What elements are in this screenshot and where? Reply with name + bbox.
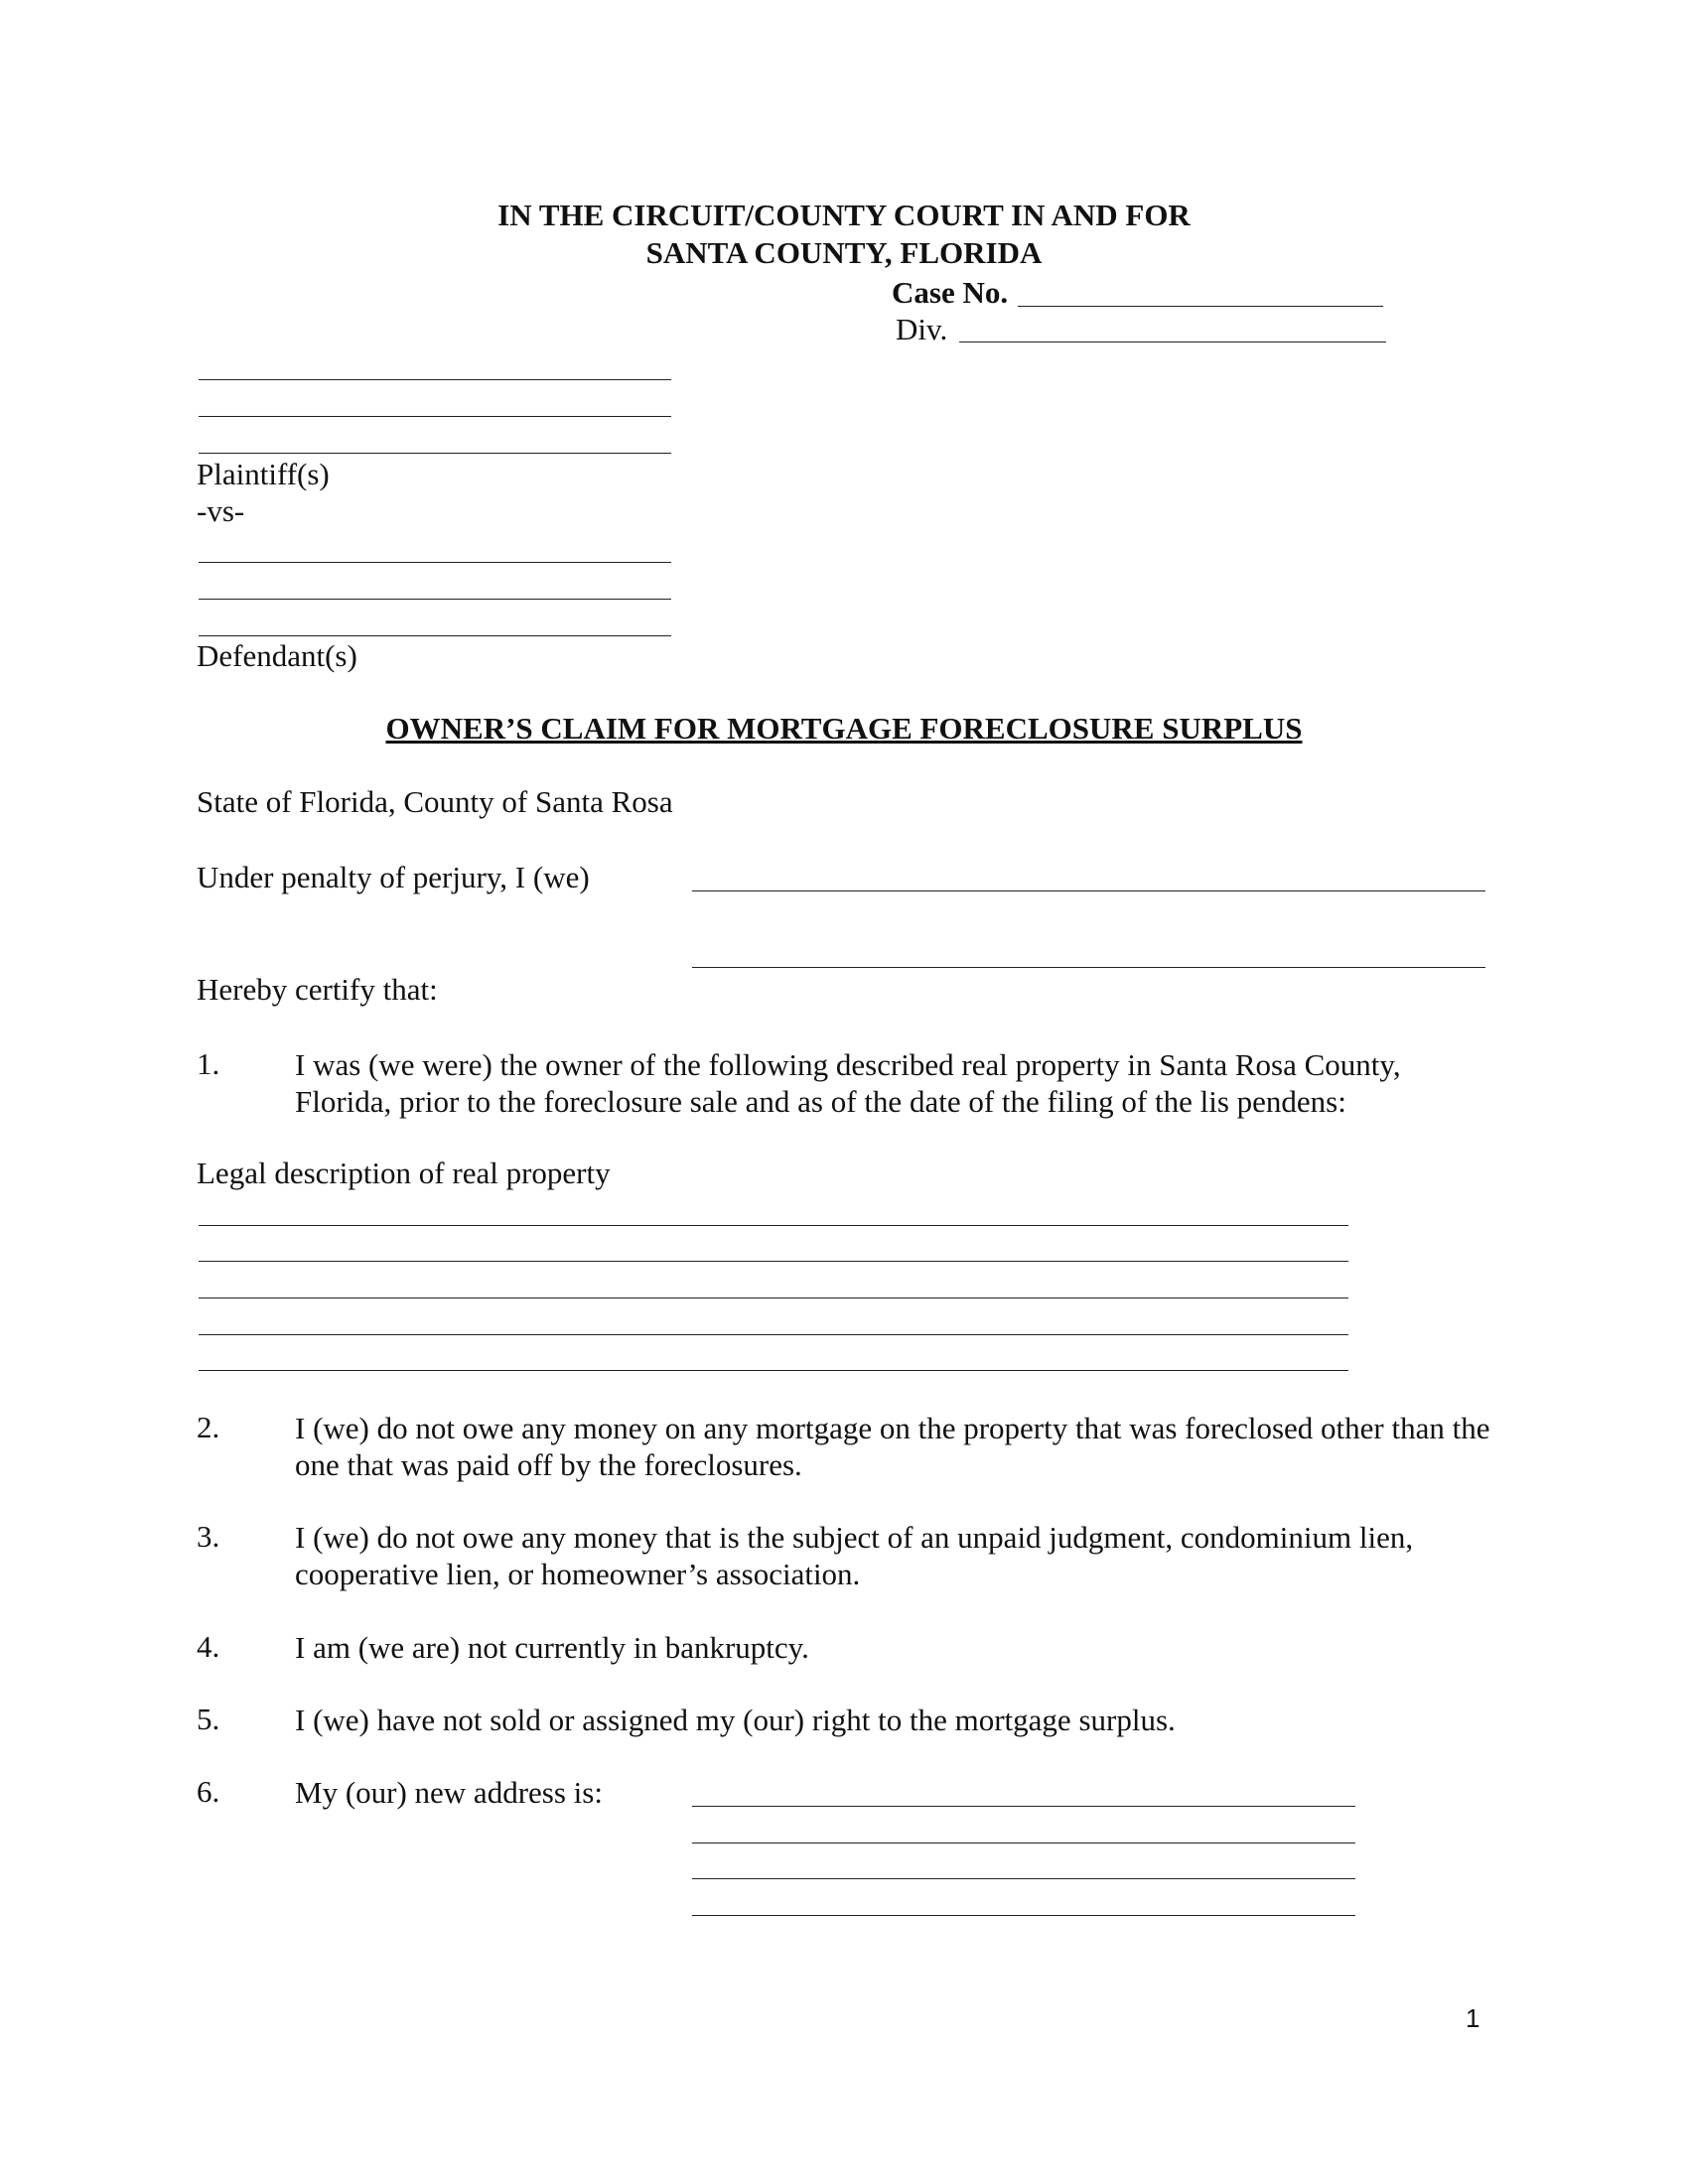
court-heading-line2: SANTA COUNTY, FLORIDA <box>645 235 1043 270</box>
plaintiff-field-3[interactable] <box>199 453 671 454</box>
item-5-text: I (we) have not sold or assigned my (our) right to the mortgage surplus. <box>295 1703 1176 1737</box>
case-no-label: Case No. <box>892 275 1009 310</box>
item-4-number: 4. <box>197 1629 220 1664</box>
legal-description-field-5[interactable] <box>199 1370 1348 1371</box>
item-1-text: I was (we were) the owner of the following described real property in Santa Rosa County, Florida, prior to the foreclosure sale and as of the date of the filing of the lis pendens: <box>295 1047 1401 1119</box>
certify-label: Hereby certify that: <box>197 972 438 1007</box>
item-3-text: I (we) do not owe any money that is the subject of an unpaid judgment, condominium lien, cooperative lien, or homeowner’s association. <box>295 1520 1414 1591</box>
affiant-name-field-2[interactable] <box>692 967 1485 968</box>
defendant-label: Defendant(s) <box>197 638 357 673</box>
case-no-field[interactable] <box>1018 306 1383 307</box>
div-label: Div. <box>896 312 948 346</box>
legal-description-field-4[interactable] <box>199 1334 1348 1335</box>
item-2-number: 2. <box>197 1410 220 1444</box>
defendant-field-2[interactable] <box>199 599 671 600</box>
defendant-field-1[interactable] <box>199 562 671 563</box>
versus-label: -vs- <box>197 493 245 528</box>
legal-description-label: Legal description of real property <box>197 1156 611 1190</box>
court-heading-line1: IN THE CIRCUIT/COUNTY COURT IN AND FOR <box>497 198 1191 232</box>
item-5-number: 5. <box>197 1702 220 1736</box>
new-address-field-3[interactable] <box>692 1878 1355 1879</box>
affiant-name-field-1[interactable] <box>692 890 1485 891</box>
item-1-number: 1. <box>197 1046 220 1081</box>
new-address-field-4[interactable] <box>692 1915 1355 1916</box>
legal-description-field-3[interactable] <box>199 1297 1348 1298</box>
item-6-number: 6. <box>197 1774 220 1809</box>
document-title: OWNER’S CLAIM FOR MORTGAGE FORECLOSURE SURPLUS <box>385 711 1303 746</box>
plaintiff-field-2[interactable] <box>199 416 671 417</box>
plaintiff-field-1[interactable] <box>199 379 671 380</box>
item-2-text: I (we) do not owe any money on any mortgage on the property that was foreclosed other than the one that was paid off by the foreclosures. <box>295 1411 1490 1482</box>
item-3-number: 3. <box>197 1519 220 1554</box>
legal-description-field-2[interactable] <box>199 1261 1348 1262</box>
page-number: 1 <box>1466 2003 1480 2033</box>
venue-statement: State of Florida, County of Santa Rosa <box>197 784 673 819</box>
plaintiff-label: Plaintiff(s) <box>197 457 330 491</box>
item-4-text: I am (we are) not currently in bankruptcy. <box>295 1630 809 1665</box>
legal-description-field-1[interactable] <box>199 1225 1348 1226</box>
item-6-text: My (our) new address is: <box>295 1775 603 1810</box>
defendant-field-3[interactable] <box>199 635 671 636</box>
div-field[interactable] <box>959 341 1386 342</box>
new-address-field-1[interactable] <box>692 1806 1355 1807</box>
perjury-label: Under penalty of perjury, I (we) <box>197 860 590 894</box>
